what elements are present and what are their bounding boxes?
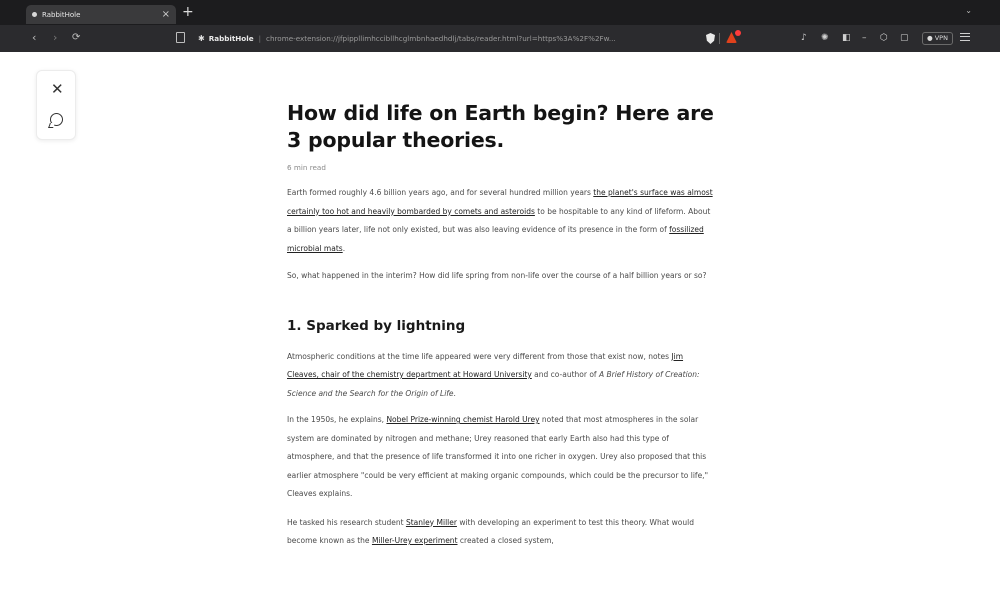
minus-icon[interactable]: – xyxy=(862,33,867,43)
close-icon[interactable]: ✕ xyxy=(51,80,64,98)
url-separator: | xyxy=(258,34,261,43)
menu-icon[interactable] xyxy=(960,33,970,41)
toolbar-divider xyxy=(719,33,720,44)
article xyxy=(287,100,715,551)
address-bar[interactable] xyxy=(198,30,698,47)
paragraph-text: created a closed system, xyxy=(457,536,554,545)
forward-button[interactable]: › xyxy=(53,31,58,44)
bookmark-icon[interactable] xyxy=(176,32,185,43)
link-fossilized-mats[interactable]: fossilized microbial mats xyxy=(287,225,704,253)
link-jim-cleaves[interactable]: Jim Cleaves, chair of the chemistry department at Howard University xyxy=(287,351,684,379)
tab-close-icon[interactable]: × xyxy=(161,8,170,20)
link-miller-urey[interactable]: Miller-Urey experiment xyxy=(371,536,458,545)
puzzle-icon[interactable]: ⬡ xyxy=(880,33,888,43)
paragraph-text: to be hospitable to any kind of lifeform. About a billion years later, life not only existed, but was also leaving evidence of its presence in the form of xyxy=(287,206,711,234)
paragraph-text: . xyxy=(453,388,456,398)
paragraph xyxy=(287,514,715,551)
reload-button[interactable]: ⟳ xyxy=(72,32,81,43)
new-tab-button[interactable]: + xyxy=(182,4,194,20)
site-info-icon[interactable]: ✱ xyxy=(198,34,205,43)
browser-toolbar xyxy=(0,25,1000,52)
extension-icon[interactable]: ✺ xyxy=(821,33,829,43)
paragraph xyxy=(287,184,715,258)
link-planet-surface[interactable]: the planet's surface was almost certainly too hot and heavily bombarded by comets and asteroids xyxy=(287,188,713,216)
sidebar-icon[interactable]: ◧ xyxy=(842,33,851,43)
section-heading: 1. Sparked by lightning xyxy=(287,317,466,334)
tab-title: RabbitHole xyxy=(42,10,81,19)
paragraph: So, what happened in the interim? How did life spring from non-life over the course of a half billion years or so? xyxy=(287,271,707,280)
music-icon[interactable]: ♪ xyxy=(801,33,807,43)
url-text[interactable]: chrome-extension://jfpippllimhccibllhcglmbnhaedhdlj/tabs/reader.html?url=https%3A%2F%2Fw... xyxy=(266,34,616,43)
paragraph-text: and co-author of xyxy=(531,370,599,379)
article-title: How did life on Earth begin? Here are 3 popular theories. xyxy=(287,101,714,152)
paragraph-text: In the 1950s, he explains, xyxy=(287,415,387,424)
brave-shields-icon[interactable] xyxy=(706,33,715,44)
tab-list-chevron-icon[interactable]: ⌄ xyxy=(965,6,972,15)
paragraph-text: He tasked his research student xyxy=(287,517,406,527)
active-tab[interactable] xyxy=(26,5,176,24)
link-stanley-miller[interactable]: Stanley Miller xyxy=(405,517,457,527)
paragraph xyxy=(287,411,715,504)
paragraph-text: Earth formed roughly 4.6 billion years ago, and for several hundred million years xyxy=(287,188,594,197)
back-button[interactable]: ‹ xyxy=(32,31,37,44)
site-name: RabbitHole xyxy=(208,34,254,43)
vpn-button[interactable]: ● VPN xyxy=(922,32,953,45)
book-title: A Brief History of Creation: Science and the Search for the Origin of Life xyxy=(287,370,700,398)
paragraph-text: noted that most atmospheres in the solar system are dominated by nitrogen and methane; Urey reasoned that early Earth also had this type of atmosphere, and that the presence of life transformed it into one richer in oxygen. Urey also proposed that this earlier atmosphere "could be very efficient at making organic compounds, which could be the precursor to life," Cleaves explains. xyxy=(287,415,709,498)
notification-badge xyxy=(735,30,741,36)
paragraph-text: Atmospheric conditions at the time life appeared were very different from those that exist now, notes xyxy=(287,351,672,361)
read-time: 6 min read xyxy=(287,163,326,172)
link-harold-urey[interactable]: Nobel Prize-winning chemist Harold Urey xyxy=(386,415,540,424)
paragraph-text: with developing an experiment to test this theory. What would become known as the xyxy=(287,517,694,545)
paragraph xyxy=(287,348,715,404)
window-icon[interactable]: ▢ xyxy=(900,33,909,43)
paragraph-text: . xyxy=(342,243,346,253)
reader-tools-panel xyxy=(36,70,76,140)
tab-bar xyxy=(0,0,1000,25)
favicon-icon xyxy=(32,12,37,17)
comment-icon[interactable] xyxy=(50,113,63,126)
